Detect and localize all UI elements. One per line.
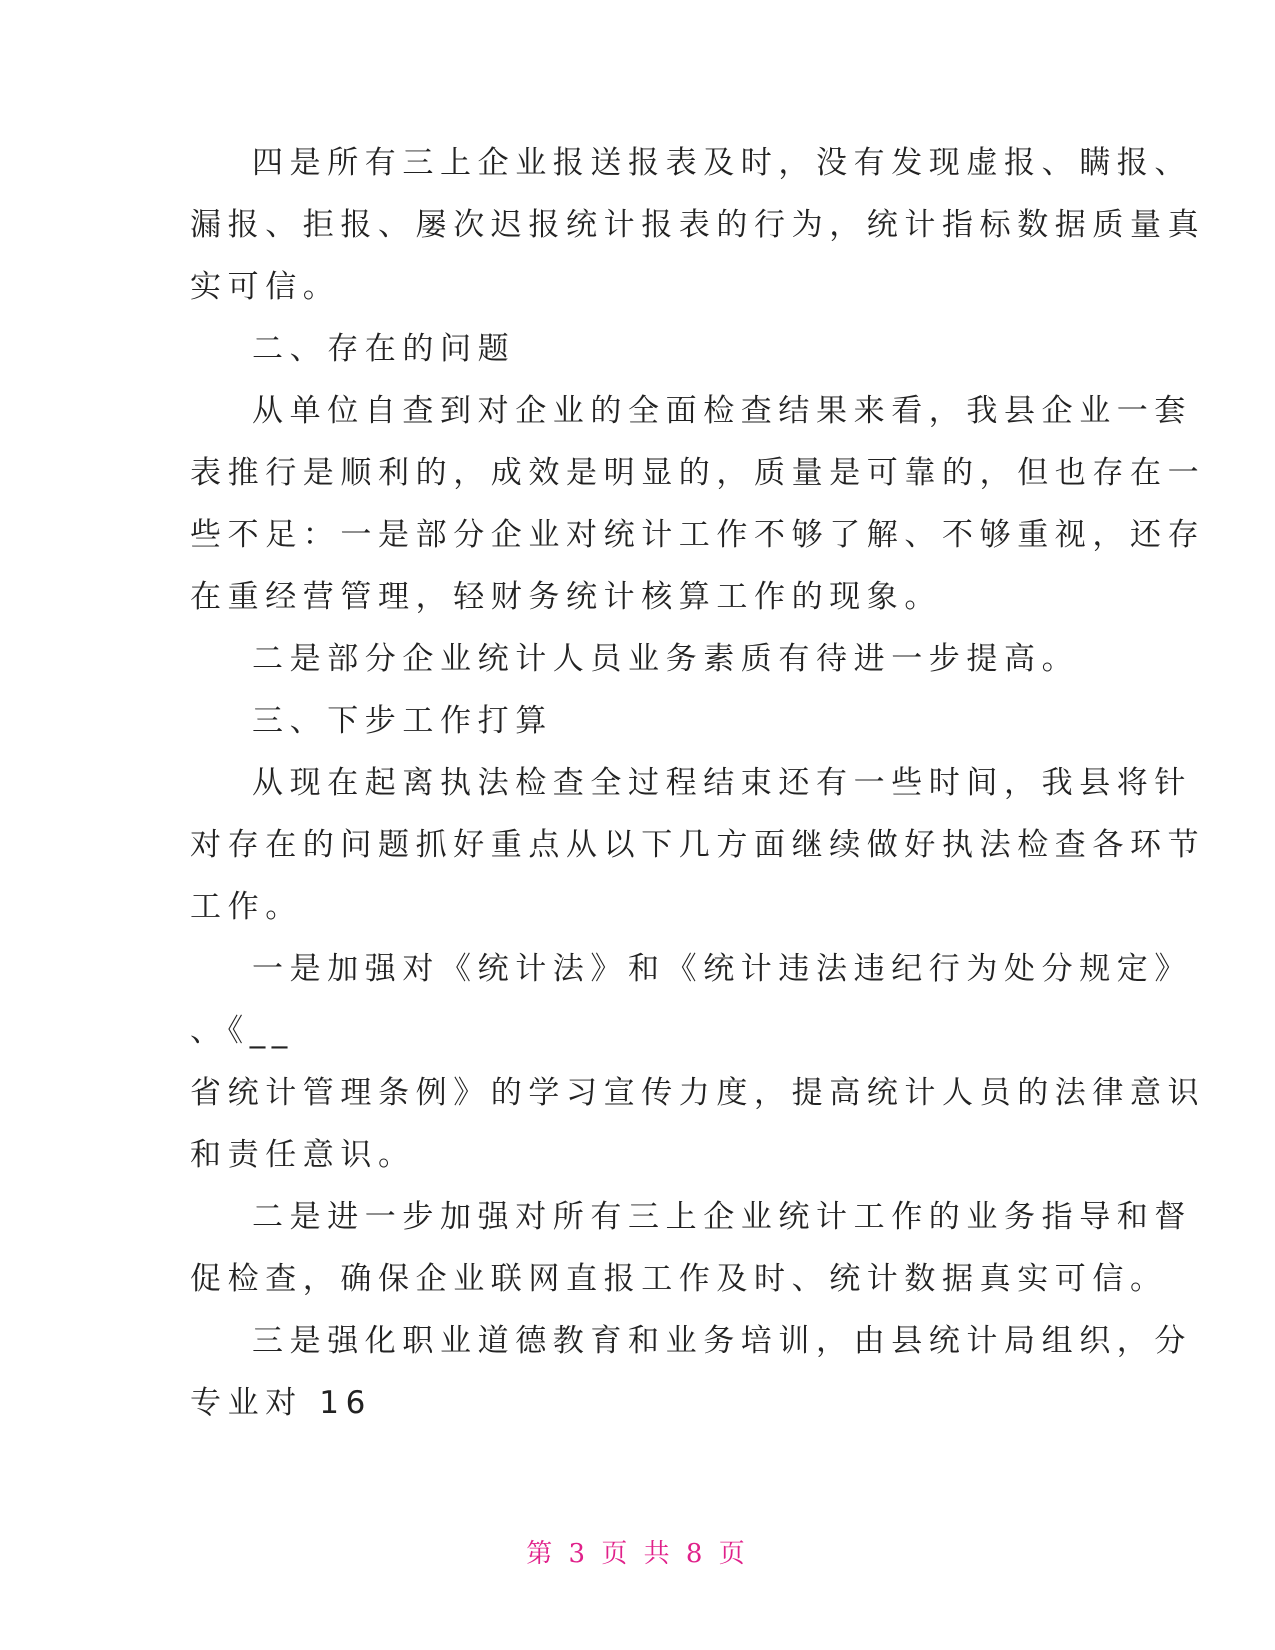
- page-footer: [0, 1533, 1275, 1570]
- paragraph-line: 在重经营管理，轻财务统计核算工作的现象。: [190, 579, 942, 615]
- section-heading: 二、存在的问题: [252, 331, 516, 367]
- paragraph-line: 从现在起离执法检查全过程结束还有一些时间，我县将针: [252, 765, 1192, 801]
- paragraph-line: 四是所有三上企业报送报表及时，没有发现虚报、瞒报、: [252, 145, 1192, 181]
- paragraph-line: 一是加强对《统计法》和《统计违法违纪行为处分规定》: [252, 951, 1192, 987]
- paragraph-line: 些不足：一是部分企业对统计工作不够了解、不够重视，还存: [190, 517, 1206, 553]
- paragraph-line: 三是强化职业道德教育和业务培训，由县统计局组织，分: [252, 1323, 1192, 1359]
- paragraph-line: 二是部分企业统计人员业务素质有待进一步提高。: [252, 641, 1080, 677]
- paragraph-line: 二是进一步加强对所有三上企业统计工作的业务指导和督: [252, 1199, 1192, 1235]
- paragraph-line: 省统计管理条例》的学习宣传力度，提高统计人员的法律意识: [190, 1075, 1206, 1111]
- paragraph-line: 从单位自查到对企业的全面检查结果来看，我县企业一套: [252, 393, 1192, 429]
- paragraph-line: 表推行是顺利的，成效是明显的，质量是可靠的，但也存在一: [190, 455, 1206, 491]
- paragraph-line: 促检查，确保企业联网直报工作及时、统计数据真实可信。: [190, 1261, 1168, 1297]
- paragraph-line: 工作。: [190, 889, 303, 925]
- paragraph-line: 实可信。: [190, 269, 341, 305]
- paragraph-line: 和责任意识。: [190, 1137, 416, 1173]
- page-number: 第 3 页 共 8 页: [526, 1539, 749, 1569]
- paragraph-line: 漏报、拒报、屡次迟报统计报表的行为，统计指标数据质量真: [190, 207, 1206, 243]
- section-heading: 三、下步工作打算: [252, 703, 553, 739]
- paragraph-line: 专业对 16: [190, 1385, 372, 1421]
- paragraph-line: 、《__: [190, 1013, 294, 1049]
- paragraph-line: 对存在的问题抓好重点从以下几方面继续做好执法检查各环节: [190, 827, 1206, 863]
